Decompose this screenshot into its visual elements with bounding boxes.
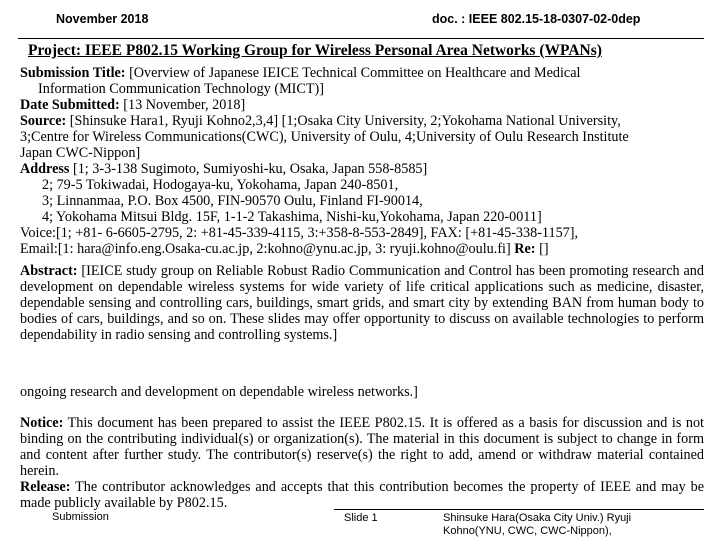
date-submitted-value: [13 November, 2018]	[119, 97, 246, 113]
release-paragraph	[20, 479, 704, 511]
source-label: Source:	[20, 113, 67, 129]
abstract-paragraph	[20, 263, 704, 343]
submission-title-label: Submission Title:	[20, 65, 126, 81]
abstract-label: Abstract:	[20, 263, 78, 279]
footer-author	[443, 512, 631, 538]
submission-title-line2: Information Communication Technology (MICT)]	[38, 81, 324, 97]
source-line	[20, 113, 621, 129]
email-value: Email:[1: hara@info.eng.Osaka-cu.ac.jp, 2:kohno@ynu.ac.jp, 3: ryuji.kohno@oulu.fi]	[20, 241, 515, 257]
release-text: The contributor acknowledges and accepts that this contribution becomes the property of IEEE and may be made publicly available by P802.15.	[20, 479, 704, 511]
address-value: [1; 3-3-138 Sugimoto, Sumiyoshi-ku, Osaka, Japan 558-8585]	[69, 161, 428, 177]
project-title: Project: IEEE P802.15 Working Group for Wireless Personal Area Networks (WPANs)	[28, 42, 602, 59]
source-line2: 3;Centre for Wireless Communications(CWC), University of Oulu, 4;University of Oulu Research Institute	[20, 129, 629, 145]
address-line	[20, 161, 427, 177]
voice-fax-line: Voice:[1; +81- 6-6605-2795, 2: +81-45-339-4115, 3:+358-8-553-2849], FAX: [+81-45-338-1157],	[20, 225, 579, 241]
abstract-text: [IEICE study group on Reliable Robust Radio Communication and Control has been promoting research and development on dependable wireless systems for wide variety of life critical applications such as medicine, disaster, dependable sensing and controlling cars, buildings, smart grids, and smart city by extending BAN from human body to bodies of cars, buildings, and so on. These slides may offer opportunity to discuss on available technologies to perform dependability in radio sensing and controlling systems.]	[20, 263, 704, 343]
notice-text: This document has been prepared to assist the IEEE P802.15. It is offered as a basis for discussion and is not binding on the contributing individual(s) or organization(s). The material in this document is subject to change in form and content after further study. The contributor(s) reserve(s) the right to add, amend or withdraw material contained herein.	[20, 415, 704, 479]
footer-submission: Submission	[52, 511, 109, 523]
footer-author-line1: Shinsuke Hara(Osaka City Univ.) Ryuji	[443, 512, 632, 524]
re-label: Re:	[514, 241, 536, 257]
submission-title-value: [Overview of Japanese IEICE Technical Committee on Healthcare and Medical	[125, 65, 581, 81]
re-value: []	[535, 241, 549, 257]
notice-label: Notice:	[20, 415, 64, 431]
ongoing-line: ongoing research and development on dependable wireless networks.]	[20, 384, 418, 400]
notice-paragraph	[20, 415, 704, 479]
footer-author-line2: Kohno(YNU, CWC, CWC-Nippon),	[443, 525, 612, 537]
address-line3: 3; Linnanmaa, P.O. Box 4500, FIN-90570 Oulu, Finland FI-90014,	[42, 193, 423, 209]
submission-title-line	[20, 65, 580, 81]
date-submitted-line	[20, 97, 245, 113]
source-line3: Japan CWC-Nippon]	[20, 145, 141, 161]
header-doc-id: doc. : IEEE 802.15-18-0307-02-0dep	[432, 12, 641, 26]
header-date: November 2018	[56, 12, 149, 26]
source-value: [Shinsuke Hara1, Ryuji Kohno2,3,4] [1;Osaka City University, 2;Yokohama National University,	[66, 113, 621, 129]
address-line2: 2; 79-5 Tokiwadai, Hodogaya-ku, Yokohama, Japan 240-8501,	[42, 177, 399, 193]
address-label: Address	[20, 161, 70, 177]
header-rule	[18, 38, 704, 39]
footer-rule	[334, 509, 704, 510]
email-line	[20, 241, 549, 257]
address-line4: 4; Yokohama Mitsui Bldg. 15F, 1-1-2 Takashima, Nishi-ku,Yokohama, Japan 220-0011]	[42, 209, 542, 225]
date-submitted-label: Date Submitted:	[20, 97, 120, 113]
footer-slide-number: Slide 1	[344, 512, 378, 524]
release-label: Release:	[20, 479, 71, 495]
